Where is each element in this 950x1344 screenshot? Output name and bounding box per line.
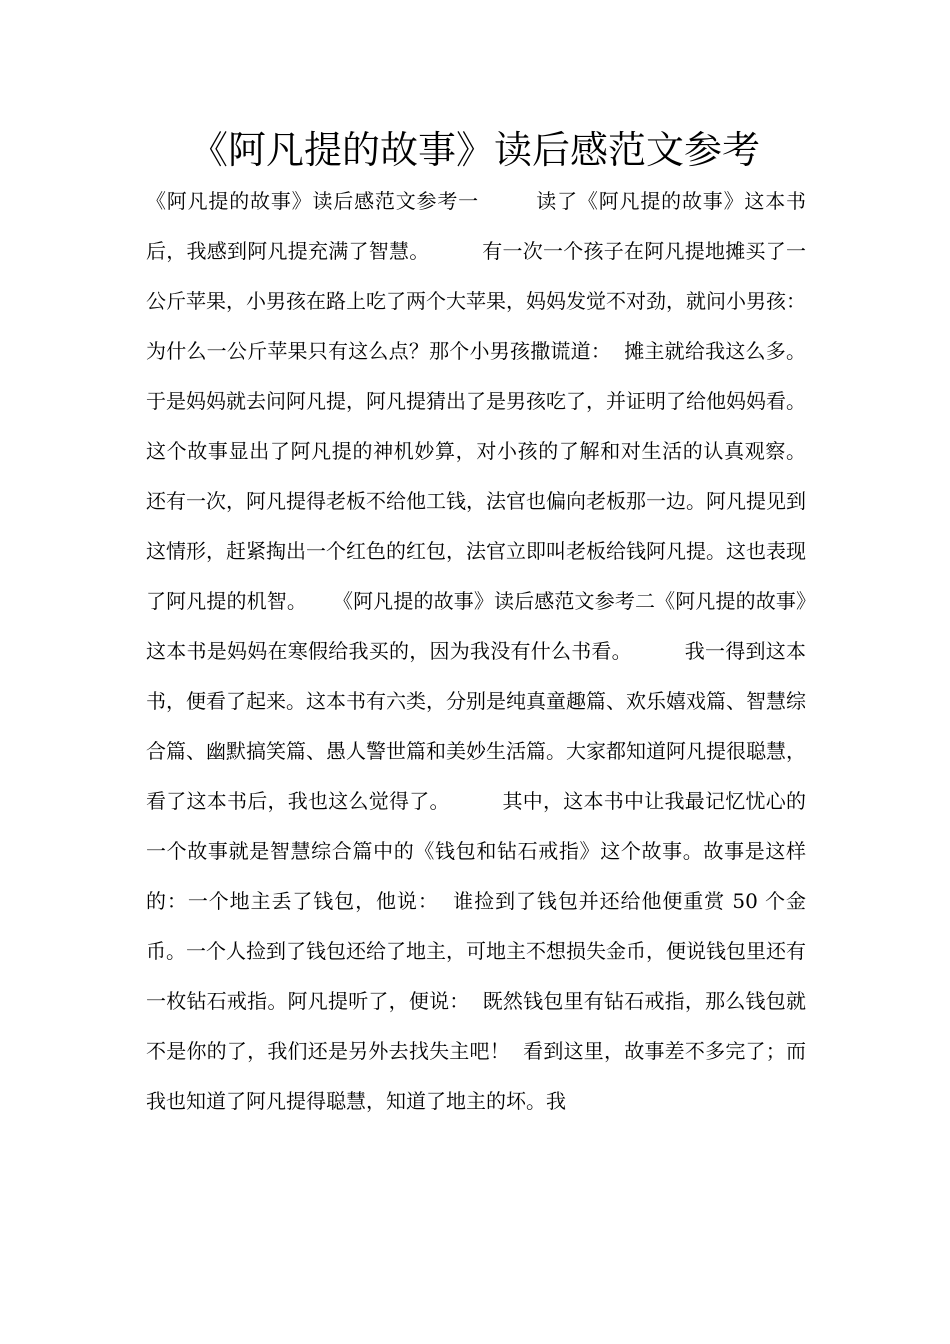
document-title: 《阿凡提的故事》读后感范文参考 (189, 128, 760, 172)
document-body: 《阿凡提的故事》读后感范文参考一 读了《阿凡提的故事》这本书后，我感到阿凡提充满了智慧。 有一次一个孩子在阿凡提地摊买了一公斤苹果，小男孩在路上吃了两个大苹果，妈妈发觉不对劲，就问小男孩： 为什么一公斤苹果只有这么点？那个小男孩撒谎道： 摊主就给我这么多。 于是妈妈就去问阿凡提，阿凡提猜出了是男孩吃了，并证明了给他妈妈看。 这个故事显出了阿凡提的神机妙算，对小孩的了解和对生活的认真观察。 还有一次，阿凡提得老板不给他工钱，法官也偏向老板那一边。阿凡提见到这情形，赶紧掏出一个红色的红包，法官立即叫老板给钱阿凡提。这也表现了阿凡提的机智。 《阿凡提的故事》读后感范文参考二《阿凡提的故事》这本书是妈妈在寒假给我买的，因为我没有什么书看。 我一得到这本书，便看了起来。这本书有六类，分别是纯真童趣篇、欢乐嬉戏篇、智慧综合篇、幽默搞笑篇、愚人警世篇和美妙生活篇。大家都知道阿凡提很聪慧，看了这本书后，我也这么觉得了。 其中，这本书中让我最记忆忧心的一个故事就是智慧综合篇中的《钱包和钻石戒指》这个故事。故事是这样的：一个地主丢了钱包，他说： 谁捡到了钱包并还给他便重赏 50 个金币。一个人捡到了钱包还给了地主，可地主不想损失金币，便说钱包里还有一枚钻石戒指。阿凡提听了，便说： 既然钱包里有钻石戒指，那么钱包就不是你的了，我们还是另外去找失主吧！ 看到这里，故事差不多完了；而我也知道了阿凡提得聪慧，知道了地主的坏。我 (146, 189, 857, 1113)
